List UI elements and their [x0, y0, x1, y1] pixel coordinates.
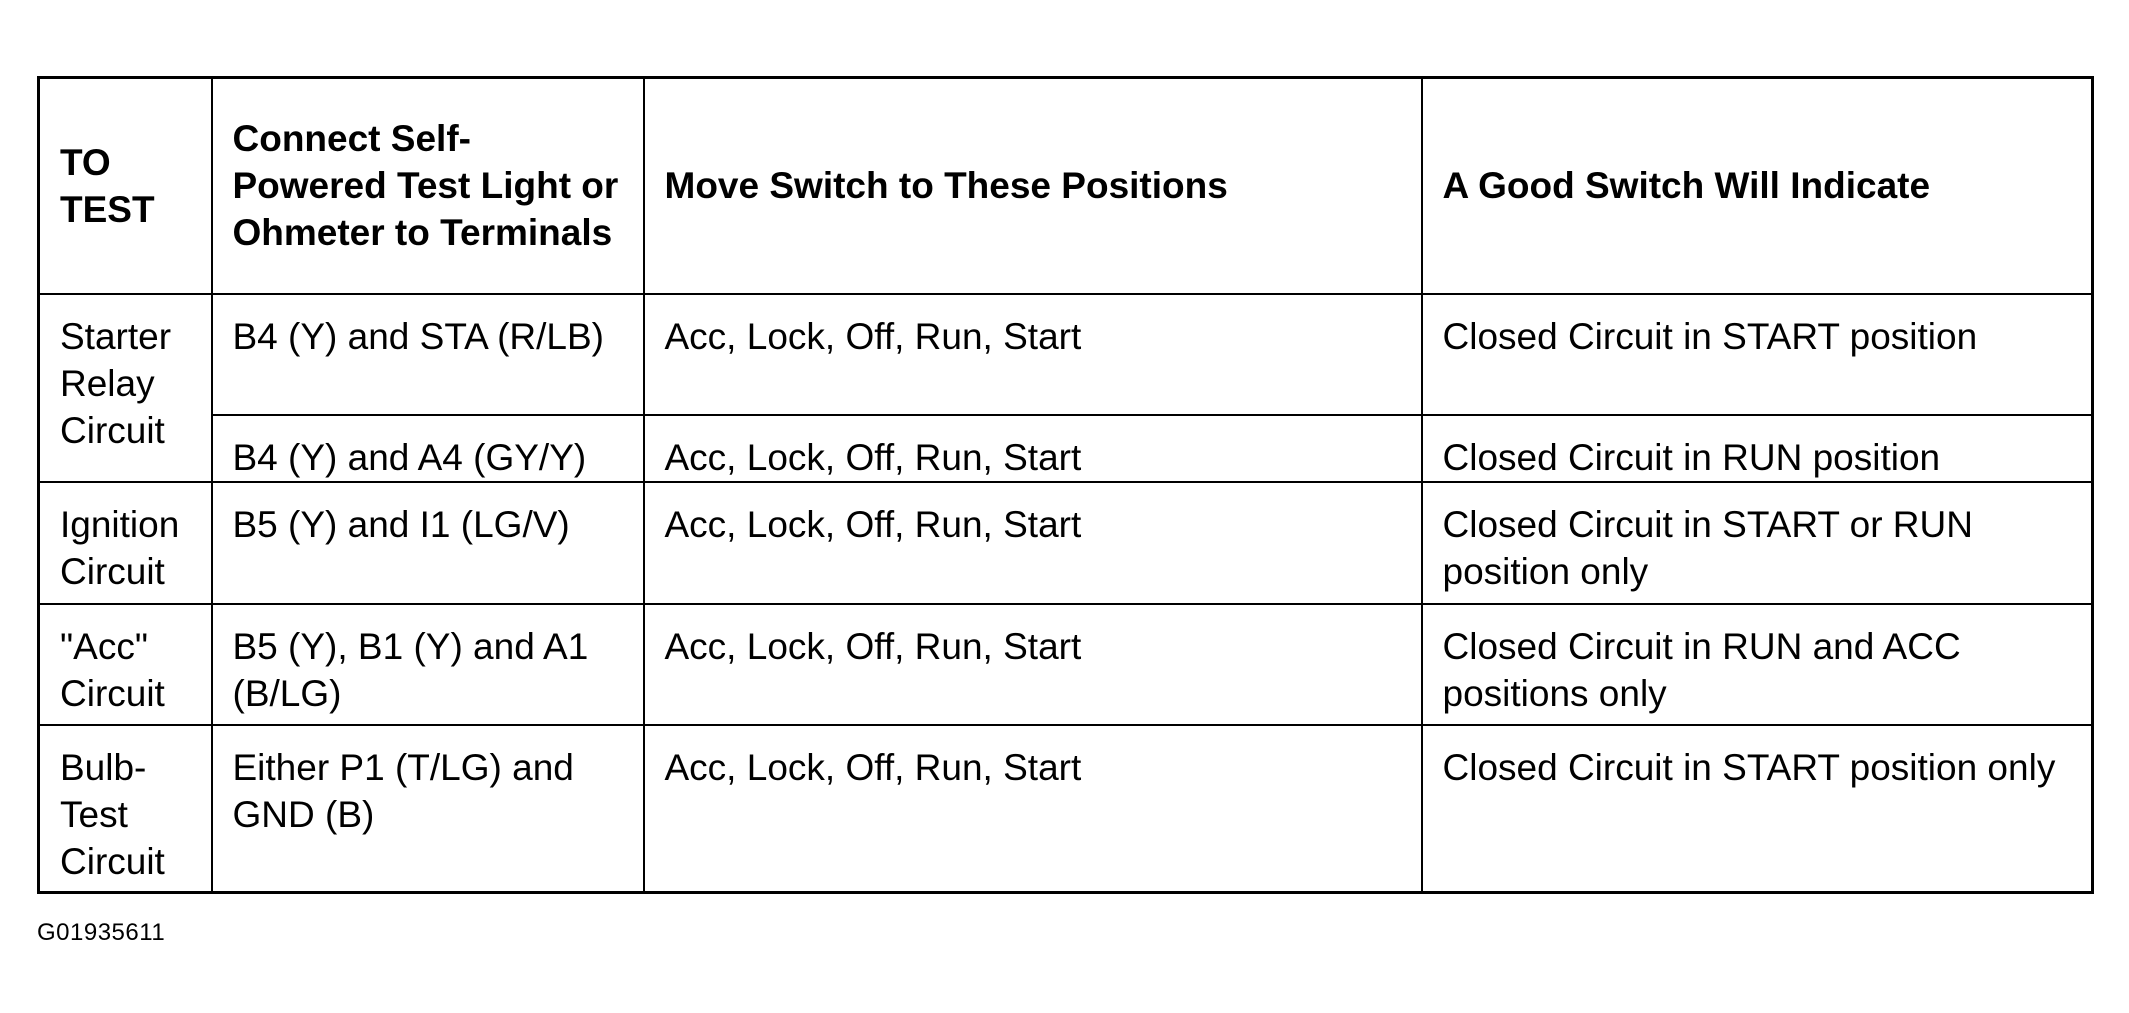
cell-terminals: B5 (Y), B1 (Y) and A1 (B/LG) — [212, 604, 644, 725]
table-row — [39, 725, 2093, 892]
table-row — [39, 415, 2093, 482]
header-positions: Move Switch to These Positions — [644, 78, 1422, 294]
cell-terminals: Either P1 (T/LG) and GND (B) — [212, 725, 644, 892]
switch-test-table-container — [37, 76, 2094, 894]
cell-positions: Acc, Lock, Off, Run, Start — [644, 294, 1422, 415]
cell-to-test: Bulb-Test Circuit — [39, 725, 212, 892]
table-header-row — [39, 78, 2093, 294]
cell-indicate: Closed Circuit in START position only — [1422, 725, 2093, 892]
table-row — [39, 294, 2093, 415]
cell-to-test: Starter Relay Circuit — [39, 294, 212, 482]
table-row — [39, 604, 2093, 725]
cell-terminals: B4 (Y) and STA (R/LB) — [212, 294, 644, 415]
cell-indicate: Closed Circuit in RUN position — [1422, 415, 2093, 482]
table-row — [39, 482, 2093, 604]
cell-terminals: B4 (Y) and A4 (GY/Y) — [212, 415, 644, 482]
cell-to-test: Ignition Circuit — [39, 482, 212, 604]
header-to-test: TO TEST — [39, 78, 212, 294]
cell-positions: Acc, Lock, Off, Run, Start — [644, 482, 1422, 604]
cell-terminals: B5 (Y) and I1 (LG/V) — [212, 482, 644, 604]
cell-indicate: Closed Circuit in START position — [1422, 294, 2093, 415]
cell-positions: Acc, Lock, Off, Run, Start — [644, 725, 1422, 892]
figure-id-label: G01935611 — [37, 919, 166, 946]
header-terminals: Connect Self-Powered Test Light or Ohmeter to Terminals — [212, 78, 644, 294]
cell-indicate: Closed Circuit in START or RUN position only — [1422, 482, 2093, 604]
header-indicate: A Good Switch Will Indicate — [1422, 78, 2093, 294]
cell-indicate: Closed Circuit in RUN and ACC positions only — [1422, 604, 2093, 725]
cell-positions: Acc, Lock, Off, Run, Start — [644, 604, 1422, 725]
cell-to-test: "Acc" Circuit — [39, 604, 212, 725]
ignition-switch-test-table — [37, 76, 2094, 894]
cell-positions: Acc, Lock, Off, Run, Start — [644, 415, 1422, 482]
